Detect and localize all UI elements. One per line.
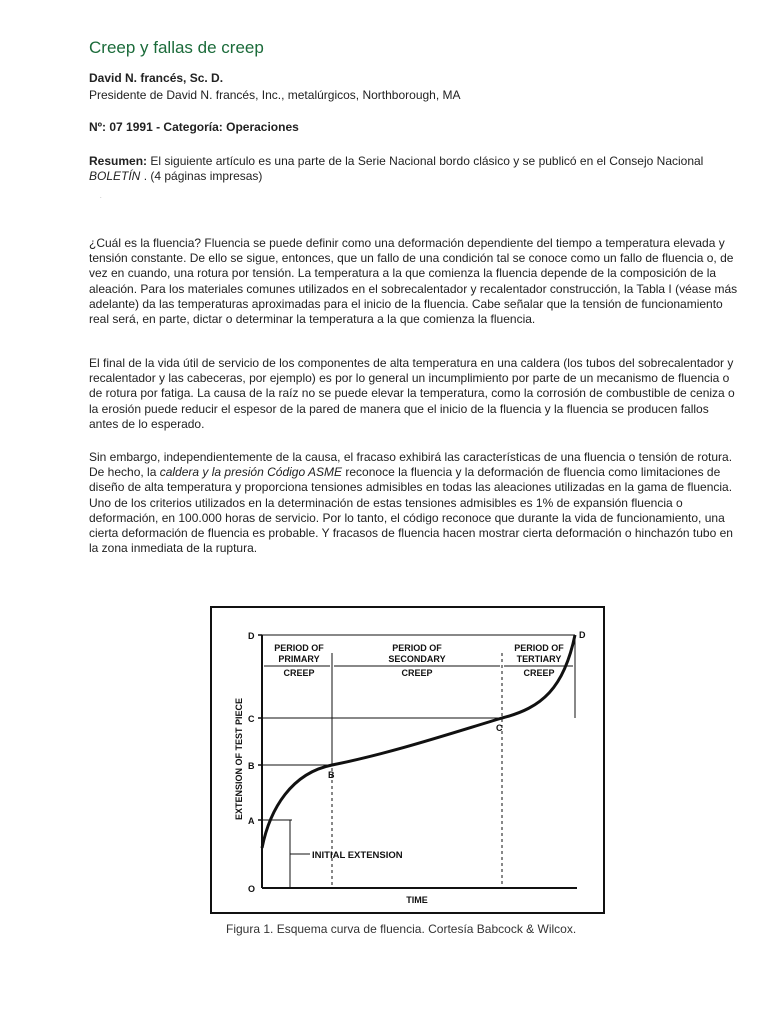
secondary-label-1: PERIOD OF <box>392 643 442 653</box>
paragraph-1: ¿Cuál es la fluencia? Fluencia se puede definir como una deformación dependiente del tiempo a temperatura elevada y tensión constante. De ello se sigue, entonces, que un fallo de una condición tal se conoce como un fallo de fluencia o, de vez en cuando, una rotura por tensión. La temperatura a la que comienza la fluencia depende de la composición de la aleación. Para los materiales comunes utilizados en el sobrecalentador y recalentador construcción, la Tabla I (véase más adelante) da las temperaturas aproximadas para el inicio de la fluencia. Cabe señalar que la tensión de funcionamiento real será, en parte, dictar o determinar la temperatura a la que comienza la fluencia. <box>89 236 738 327</box>
tertiary-label-2: TERTIARY <box>516 654 562 664</box>
author-name: David N. francés, Sc. D. <box>89 71 224 85</box>
point-label-c: C <box>496 723 503 733</box>
paragraph-2: El final de la vida útil de servicio de los componentes de alta temperatura en una caldera (los tubos del sobrecalentador y recalentador y las cabeceras, por ejemplo) es por lo general un incumplimiento por parte de un mecanismo de fluencia o de rotura por fatiga. La causa de la raíz no se puede elevar la temperatura, como la corrosión de combustible de ceniza o la erosión puede reducir el espesor de la pared de manera que el inicio de la fluencia y la fluencia se producen fallos antes de lo esperado. <box>89 356 735 431</box>
paragraph-3-italic: caldera y la presión Código ASME <box>159 465 343 480</box>
axis-mark-c: C <box>248 714 255 724</box>
stray-dot: . <box>100 194 102 200</box>
tertiary-label-3: CREEP <box>523 668 555 678</box>
point-label-d: D <box>579 630 586 640</box>
axis-mark-d: D <box>248 631 255 641</box>
article-meta <box>89 120 299 134</box>
page-title: Creep y fallas de creep <box>89 38 264 57</box>
secondary-label-2: SECONDARY <box>388 654 446 664</box>
creep-curve-diagram <box>212 608 603 912</box>
paragraph-3 <box>89 450 739 556</box>
initial-extension-label: INITIAL EXTENSION <box>312 850 403 861</box>
article-category: - Categoría: Operaciones <box>152 120 299 134</box>
tertiary-label-1: PERIOD OF <box>514 643 564 653</box>
creep-curve <box>262 635 575 848</box>
axis-mark-a: A <box>248 816 255 826</box>
axis-mark-o: O <box>248 884 256 894</box>
summary <box>89 154 739 184</box>
secondary-label-3: CREEP <box>401 668 433 678</box>
summary-label: Resumen: <box>89 154 148 168</box>
primary-label-3: CREEP <box>283 668 315 678</box>
summary-text-1: El siguiente artículo es una parte de la Serie Nacional bordo clásico y se publicó en el Consejo Nacional <box>147 154 704 168</box>
paragraph-3-part-a: Sin embargo, independientemente de la causa, el fracaso exhibirá las características de una fluencia o tensión de rotura. De hecho, la <box>89 450 733 480</box>
primary-label-2: PRIMARY <box>278 654 320 664</box>
y-axis-title: EXTENSION OF TEST PIECE <box>234 697 244 820</box>
paragraph-3-part-b: reconoce la fluencia y la deformación de fluencia como limitaciones de diseño de alta temperatura y proporciona tensiones admisibles en todas las aleaciones utilizadas en la gama de fluencia. Uno de los criterios utilizados en la determinación de estas tensiones admisibles es 1% de expansión fluencia o deformación, en 100.000 horas de servicio. Por lo tanto, el código reconoce que durante la vida de funcionamiento, una cierta deformación de fluencia es probable. Y fracasos de fluencia hacen mostrar cierta deformación o hinchazón tubo en la zona inmediata de la ruptura. <box>89 465 733 556</box>
axis-mark-b: B <box>248 761 255 771</box>
primary-label-1: PERIOD OF <box>274 643 324 653</box>
summary-text-2: . (4 páginas impresas) <box>140 169 263 183</box>
figure-caption: Figura 1. Esquema curva de fluencia. Cortesía Babcock & Wilcox. <box>226 922 577 936</box>
article-number: Nº: 07 1991 <box>89 120 153 134</box>
creep-curve-figure <box>210 606 605 914</box>
author-affiliation: Presidente de David N. francés, Inc., metalúrgicos, Northborough, MA <box>89 88 461 102</box>
x-axis-title: TIME <box>406 895 428 905</box>
summary-italic: BOLETÍN <box>89 169 141 183</box>
point-label-b: B <box>328 770 335 780</box>
